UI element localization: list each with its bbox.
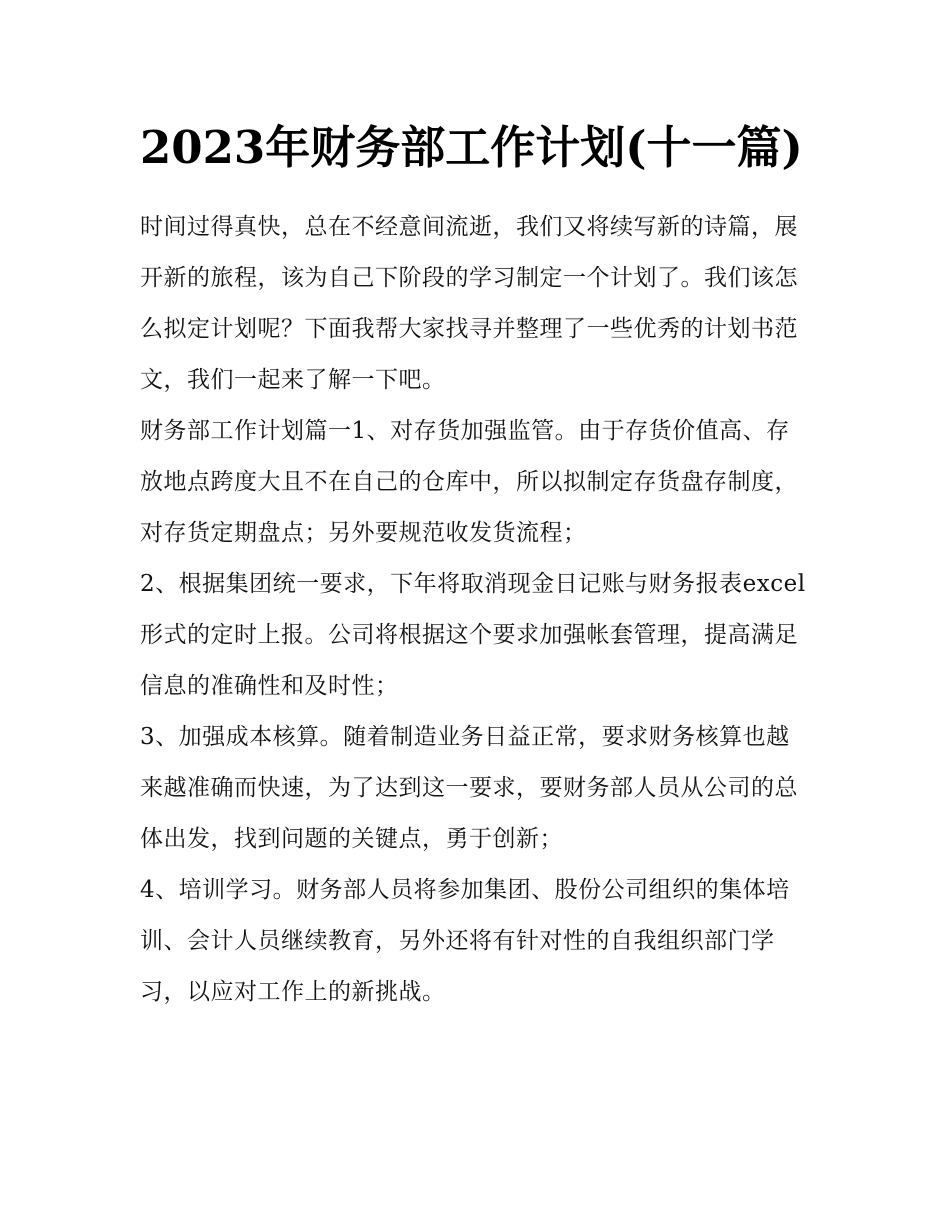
paragraph-intro: 时间过得真快，总在不经意间流逝，我们又将续写新的诗篇，展开新的旅程，该为自己下阶段的学习制定一个计划了。我们该怎么拟定计划呢？下面我帮大家找寻并整理了一些优秀的计划书范文，我们一起来了解一下吧。: [140, 214, 798, 393]
paragraph-item-4: 4、培训学习。财务部人员将参加集团、股份公司组织的集体培训、会计人员继续教育，另外还将有针对性的自我组织部门学习，以应对工作上的新挑战。: [140, 877, 790, 1005]
paragraph-item-3: 3、加强成本核算。随着制造业务日益正常，要求财务核算也越来越准确而快速，为了达到这一要求，要财务部人员从公司的总体出发，找到问题的关键点，勇于创新；: [140, 724, 798, 852]
paragraph-item-2: 2、根据集团统一要求，下年将取消现金日记账与财务报表excel形式的定时上报。公司将根据这个要求加强帐套管理，提高满足信息的准确性和及时性；: [140, 571, 806, 699]
document-title: 2023年财务部工作计划(十一篇): [140, 121, 803, 174]
paragraph-item-1: 财务部工作计划篇一1、对存货加强监管。由于存货价值高、存放地点跨度大且不在自己的仓库中，所以拟制定存货盘存制度，对存货定期盘点；另外要规范收发货流程；: [140, 418, 798, 546]
document-body: [140, 112, 812, 1018]
